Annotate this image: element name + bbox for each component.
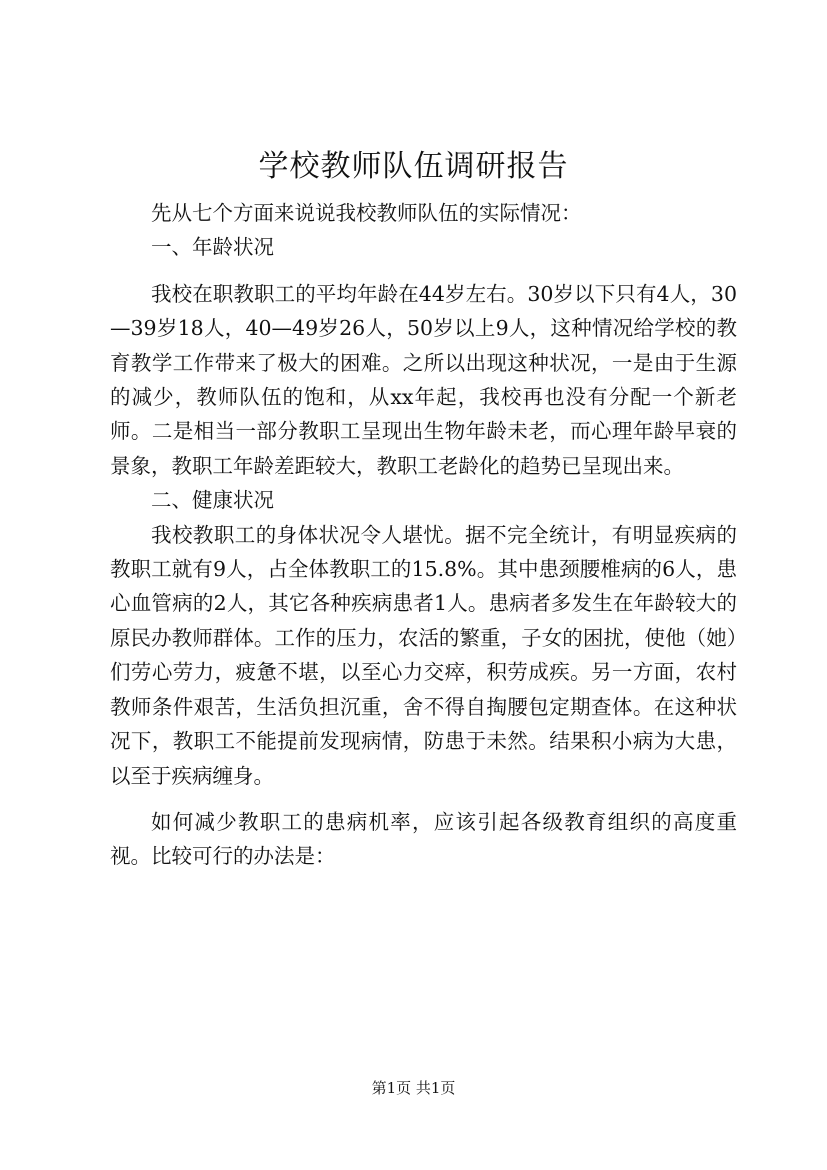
document-body bbox=[110, 196, 737, 874]
health-paragraph: 我校教职工的身体状况令人堪忧。据不完全统计，有明显疾病的教职工就有9人，占全体教职工的15.8%。其中患颈腰椎病的6人，患心血管病的2人，其它各种疾病患者1人。患病者多发生在年龄较大的原民办教师群体。工作的压力，农活的繁重，子女的困扰，使他（她）们劳心劳力，疲惫不堪，以至心力交瘁，积劳成疾。另一方面，农村教师条件艰苦，生活负担沉重，舍不得自掏腰包定期查体。在这种状况下，教职工不能提前发现病情，防患于未然。结果积小病为大患，以至于疾病缠身。 bbox=[110, 522, 737, 788]
section-heading-health: 二、健康状况 bbox=[151, 488, 274, 513]
age-paragraph: 我校在职教职工的平均年龄在44岁左右。30岁以下只有4人，30—39岁18人，40—49岁26人，50岁以上9人，这种情况给学校的教育教学工作带来了极大的困难。之所以出现这种状况，一是由于生源的减少，教师队伍的饱和，从xx年起，我校再也没有分配一个新老师。二是相当一部分教职工呈现出生物年龄未老，而心理年龄早衰的景象，教职工年龄差距较大，教职工老龄化的趋势已呈现出来。 bbox=[110, 281, 737, 478]
section-heading-age: 一、年龄状况 bbox=[151, 235, 274, 260]
document-title: 学校教师队伍调研报告 bbox=[258, 149, 569, 184]
page-footer: 第1页 共1页 bbox=[371, 1079, 456, 1097]
intro-paragraph: 先从七个方面来说说我校教师队伍的实际情况： bbox=[151, 201, 582, 225]
recommendation-paragraph: 如何减少教职工的患病机率，应该引起各级教育组织的高度重视。比较可行的办法是： bbox=[110, 809, 737, 869]
